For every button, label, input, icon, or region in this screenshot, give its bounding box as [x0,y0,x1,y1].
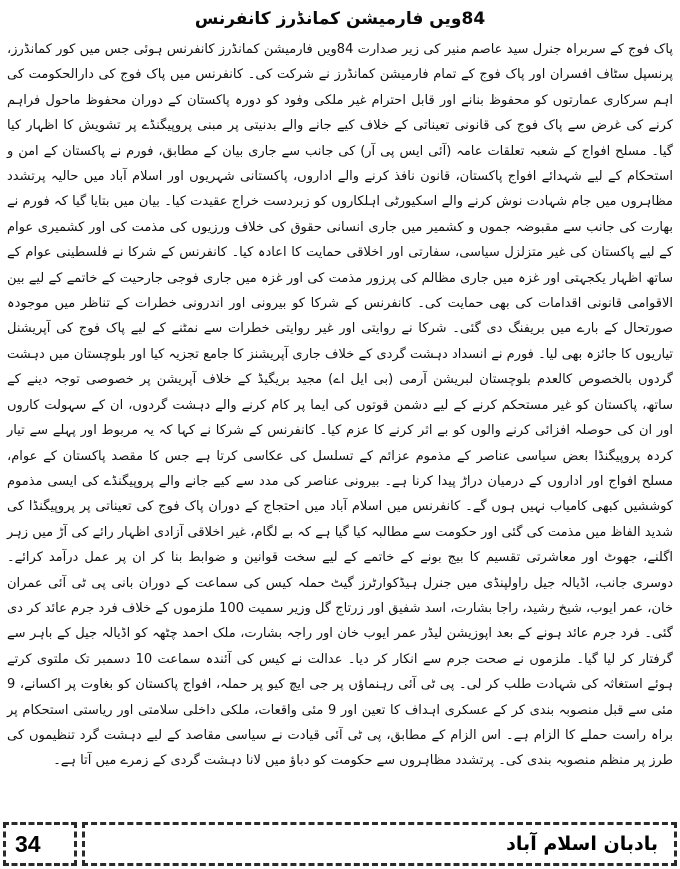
article-body: پاک فوج کے سربراہ جنرل سید عاصم منیر کی زیر صدارت 84ویں فارمیشن کمانڈرز کانفرنس ہوئی جس میں کور کمانڈرز، پرنسپل سٹاف افسران اور پاک فوج کے تمام فارمیشن کمانڈرز نے شرکت کی۔ کانفرنس میں پاک فوج کی دارالحکومت کی اہم سرکاری عمارتوں کو محفوظ بنانے اور قابل احترام غیر ملکی وفود کو دورہ پاکستان کے دوران محفوظ ماحول فراہم کرنے کی غرض سے پاک فوج کی قانونی تعیناتی کے خلاف کیے جانے والے بدنیتی پر مبنی پروپیگنڈے پر تشویش کا اظہار کیا گیا۔ مسلح افواج کے شعبہ تعلقات عامہ (آئی ایس پی آر) کی جانب سے جاری بیان کے مطابق، فورم نے پاکستان کے امن و استحکام کے لیے شہدائے افواج پاکستان، قانون نافذ کرنے والے اداروں، پاکستانی شہریوں اور اسلام آباد میں حالیہ پرتشدد مظاہروں میں جام شہادت نوش کرنے والے اسکیورٹی اہلکاروں کو زبردست خراج عقیدت کیا۔ بیان میں بتایا گیا کہ فورم نے بھارت کی جانب سے مقبوضہ جموں و کشمیر میں جاری انسانی حقوق کی خلاف ورزیوں کی مذمت کی اور کشمیری عوام کے لیے پاکستان کی غیر متزلزل سیاسی، سفارتی اور اخلاقی حمایت کا اعادہ کیا۔ کانفرنس کے شرکا نے فلسطینی عوام کے ساتھ اظہار یکجہتی اور غزہ میں جاری مظالم کی پرزور مذمت کی اور غزہ میں جاری فوجی جارحیت کے خاتمے کے لیے بین الاقوامی قانونی اقدامات کی بھی حمایت کی۔ کانفرنس کے شرکا کو بیرونی اور اندرونی خطرات کے تناظر میں موجودہ صورتحال کے بارے میں بریفنگ دی گئی۔ شرکا نے روایتی اور غیر روایتی خطرات سے نمٹنے کے لیے پاک فوج کی آپریشنل تیاریوں کا جائزہ بھی لیا۔ فورم نے انسداد دہشت گردی کے خلاف جاری آپریشنز کا جامع تجزیہ کیا اور بلوچستان میں دہشت گردوں بالخصوص کالعدم بلوچستان لبریشن آرمی (بی ایل اے) مجید بریگیڈ کے خلاف آپریشن پر خصوصی توجہ دینے کے ساتھ، پاکستان کو غیر مستحکم کرنے کے لیے دشمن قوتوں کی ایما پر کام کرنے والے دہشت گردوں، ان کے سہولت کاروں اور ان کی حوصلہ افزائی کرنے والوں کو بے اثر کرنے کا عزم کیا۔ کانفرنس کے شرکا نے کہا کہ یہ مربوط اور پہلے سے تیار کردہ پروپیگنڈا بعض سیاسی عناصر کے مذموم عزائم کے تسلسل کی عکاسی کرتا ہے جس کا مقصد پاکستان کے عوام، مسلح افواج اور اداروں کے درمیان دراڑ پیدا کرنا ہے۔ بیرونی عناصر کی مدد سے کیے جانے والے پروپیگنڈے کی ایسی مذموم کوششیں کبھی کامیاب نہیں ہوں گے۔ کانفرنس میں اسلام آباد میں احتجاج کے دوران پاک فوج کی تعیناتی پر پروپیگنڈا کی شدید الفاظ میں مذمت کی گئی اور حکومت سے مطالبہ کیا گیا ہے کہ بے لگام، غیر اخلاقی آزادی اظہار رائے کی آڑ میں زہر اگلنے، جھوٹ اور معاشرتی تقسیم کا بیج بونے کے خاتمے کے لیے سخت قوانین و ضوابط بنا کر ان پر عمل درآمد کرائے۔ دوسری جانب، اڈیالہ جیل راولپنڈی میں جنرل ہیڈکوارٹرز گیٹ حملہ کیس کی سماعت کے دوران بانی پی ٹی آئی عمران خان، عمر ایوب، شیخ رشید، راجا بشارت، اسد شفیق اور زرتاج گل وزیر سمیت 100 ملزموں کے خلاف فرد جرم عائد کر دی گئی۔ فرد جرم عائد ہونے کے بعد اپوزیشن لیڈر عمر ایوب خان اور راجہ بشارت، ملک احمد چٹھہ کو اڈیالہ جیل کے باہر سے گرفتار کر لیا گیا۔ ملزموں نے صحت جرم سے انکار کر دیا۔ عدالت نے کیس کی آئندہ سماعت 10 دسمبر تک ملتوی کرتے ہوئے استغاثہ کی شہادت طلب کر لی۔ پی ٹی آئی رہنماؤں پر جی ایچ کیو پر حملہ، افواج پاکستان کو بغاوت پر اکسانے، 9 مئی سے قبل منصوبہ بندی کر کے عسکری اہداف کا تعین اور 9 مئی واقعات، ملکی داخلی سلامتی اور ریاستی استحکام پر براہ راست حملے کا الزام ہے۔ اس الزام کے مطابق، پی ٹی آئی قیادت نے سیاسی مقاصد کے لیے دہشت گرد تنظیموں کی طرز پر منظم منصوبہ بندی کی۔ پرتشدد مظاہروں سے حکومت کو دباؤ میں لانا دہشت گردی کے زمرے میں آتا ہے۔ [7,42,674,769]
page-number: 34 [15,830,41,857]
article-title: 84ویں فارمیشن کمانڈرز کانفرنس [194,9,486,29]
publication-box [82,822,677,866]
footer-bar [3,822,677,866]
page-number-box [3,822,77,866]
publication-name: بادبان اسلام آباد [506,833,658,855]
